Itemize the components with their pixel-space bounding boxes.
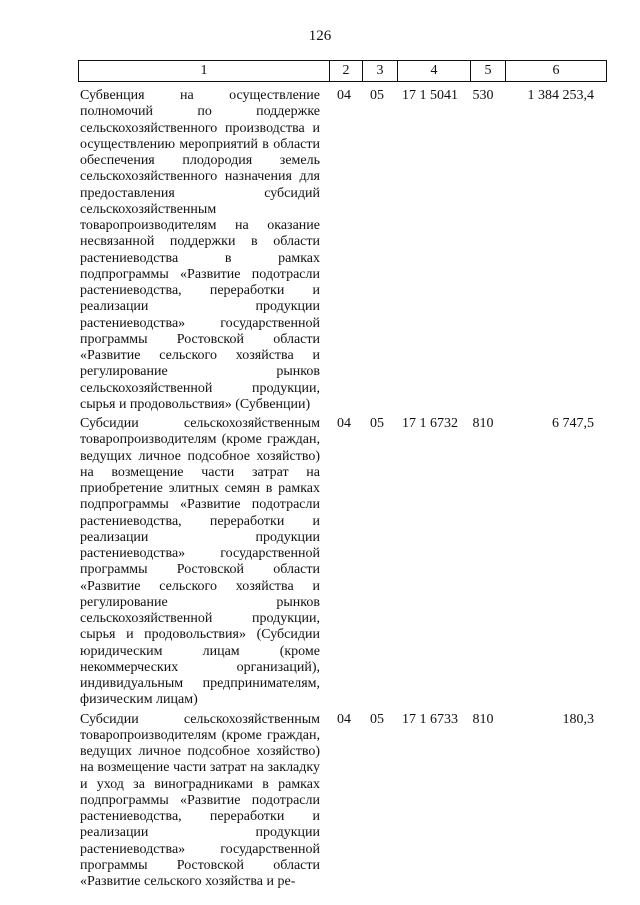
row-description: Субвенция на осуществление полномочий по поддержке сельскохозяйственного производства и осуществлению мероприятий в области обеспечения плодородия земель сельскохозяйственного назначения для предоставления субсидий сельскохозяйственным товаропроизводителям на оказание несвязанной поддержки в области растениеводства в рамках подпрограммы «Развитие подотрасли растениеводства, переработки и реализации продукции растениеводства» государственной программы Ростовской области «Развитие сельского хозяйства и регулирование рынков сельскохозяйственной продукции, сырья и продовольствия» (Субвенции)	[80, 88, 320, 412]
row-expense-type: 530	[472, 88, 494, 103]
row-section-code: 04	[337, 711, 351, 727]
row-section-code: 04	[337, 416, 351, 431]
row-amount: 6 747,5	[552, 416, 594, 431]
row-target-code: 17 1 6732	[402, 416, 458, 431]
column-header-5: 5	[471, 61, 506, 82]
row-section-code: 04	[337, 88, 351, 103]
table-row	[78, 88, 600, 413]
column-header-6: 6	[506, 61, 607, 82]
row-amount: 1 384 253,4	[527, 88, 594, 103]
page-number: 126	[308, 28, 332, 44]
row-subsection-code: 05	[370, 711, 384, 727]
row-subsection-code: 05	[370, 88, 384, 103]
column-header-row	[79, 61, 607, 82]
column-header-3: 3	[363, 61, 398, 82]
row-target-code: 17 1 5041	[402, 88, 458, 103]
table-row	[78, 416, 600, 709]
column-header-table	[78, 60, 607, 82]
row-amount: 180,3	[562, 711, 594, 727]
row-description: Субсидии сельскохозяйственным товаропроизводителям (кроме граждан, ведущих личное подсобное хозяйство) на возмещение части затрат на приобретение элитных семян в рамках подпрограммы «Развитие подотрасли растениеводства, переработки и реализации продукции растениеводства» государственной программы Ростовской области «Развитие сельского хозяйства и регулирование рынков сельскохозяйственной продукции, сырья и продовольствия» (Субсидии юридическим лицам (кроме некоммерческих организаций), индивидуальным предпринимателям, физическим лицам)	[80, 416, 320, 708]
row-expense-type: 810	[472, 416, 494, 431]
column-header-1: 1	[79, 61, 330, 82]
row-subsection-code: 05	[370, 416, 384, 431]
row-description: Субсидии сельскохозяйственным товаропроизводителям (кроме граждан, ведущих личное подсобное хозяйство) на возмещение части затрат на закладку и уход за виноградниками в рамках подпрограммы «Развитие подотрасли растениеводства, переработки и реализации продукции растениеводства» государственной программы Ростовской области «Развитие сельского хозяйства и ре-	[80, 711, 320, 889]
row-target-code: 17 1 6733	[402, 711, 458, 727]
column-header-2: 2	[330, 61, 363, 82]
budget-table-body	[78, 88, 600, 893]
row-expense-type: 810	[472, 711, 494, 727]
column-header-4: 4	[398, 61, 471, 82]
table-row	[78, 712, 600, 891]
